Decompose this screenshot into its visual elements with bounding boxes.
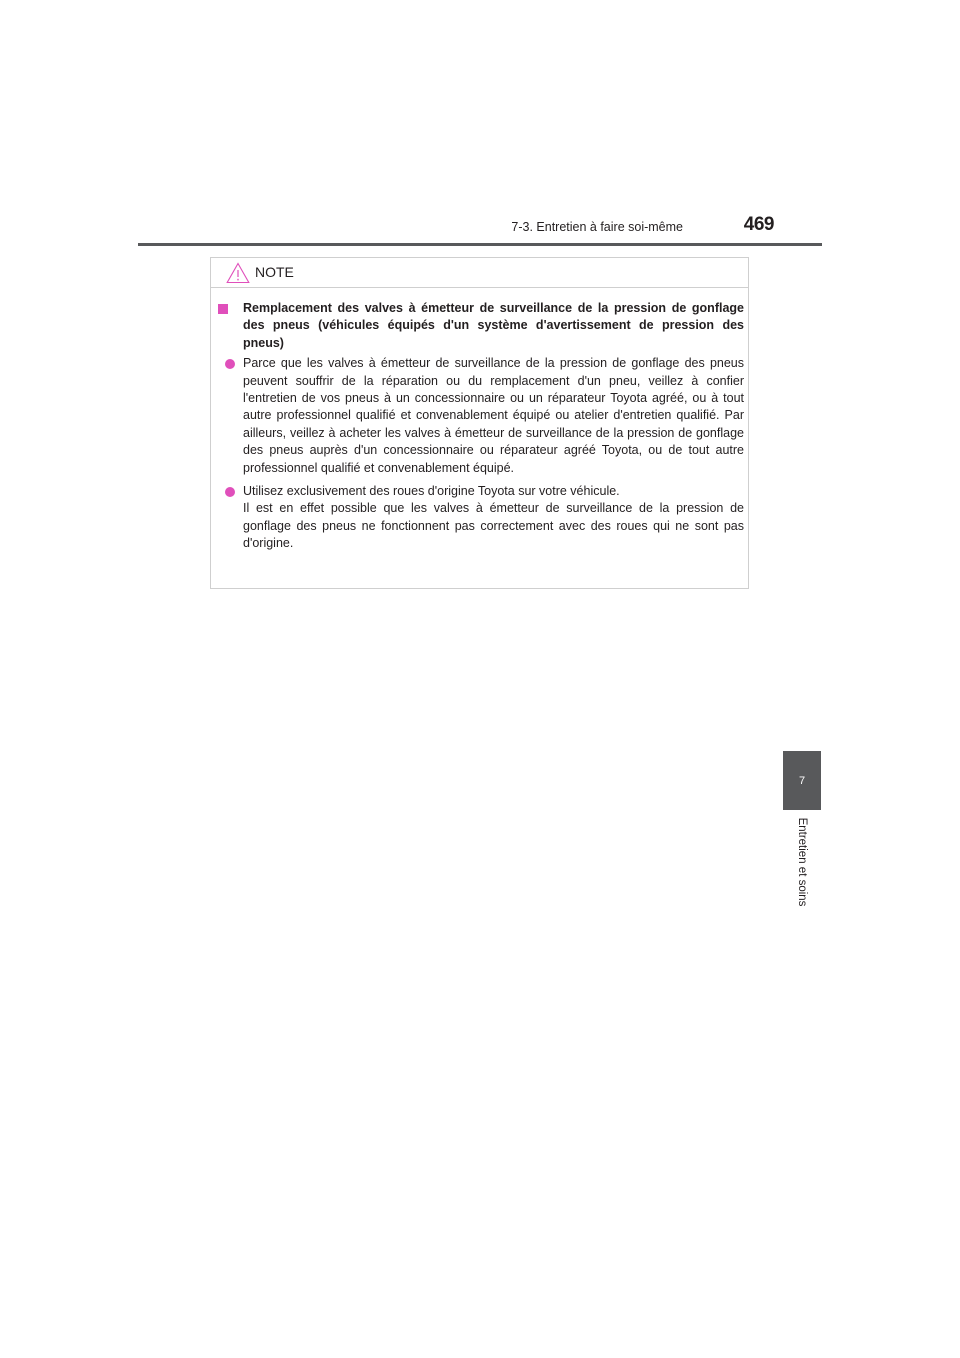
note-bullet: [218, 483, 744, 553]
note-box: [210, 257, 749, 589]
page-number: 469: [743, 214, 774, 235]
note-bullet-text: Parce que les valves à émetteur de surveillance de la pression de gonflage des pneus peuvent souffrir de la réparation ou du remplacement d'un pneu, veillez à confier l'entretien de vos pneus à un concessionnaire ou un réparateur Toyota agréé, ou à tout autre professionnel qualifié et convenablement équipé ou atelier d'entretien qualifié. Par ailleurs, veillez à acheter les valves à émetteur de surveillance de la pression de gonflage des pneus auprès d'un concessionnaire ou réparateur agréé Toyota, ou de tout autre professionnel qualifié et convenablement équipé.: [243, 356, 744, 475]
warning-triangle-icon: [226, 262, 250, 284]
note-header: [211, 258, 748, 288]
note-bullet-line: Il est en effet possible que les valves à émetteur de surveillance de la pression de gonflage des pneus ne fonctionnent pas correctement avec des roues qui ne sont pas d'origine.: [243, 501, 744, 551]
chapter-title: Entretien et soins: [796, 817, 808, 907]
note-item: [218, 300, 744, 352]
note-bullet-text: [243, 483, 744, 553]
chapter-number: 7: [798, 774, 806, 787]
square-bullet-icon: [218, 304, 228, 314]
note-content: [218, 300, 744, 553]
header-section-title: 7-3. Entretien à faire soi-même: [511, 220, 683, 234]
chapter-tab: [783, 751, 821, 810]
circle-bullet-icon: [225, 359, 235, 369]
header-divider: [138, 243, 822, 246]
circle-bullet-icon: [225, 487, 235, 497]
note-bullet-line: Utilisez exclusivement des roues d'origine Toyota sur votre véhicule.: [243, 484, 620, 499]
note-item-title: Remplacement des valves à émetteur de surveillance de la pression de gonflage des pneus (véhicules équipés d'un système d'avertissement de pression des pneus): [243, 301, 744, 350]
note-title: NOTE: [255, 264, 294, 280]
note-bullet: [218, 355, 744, 477]
